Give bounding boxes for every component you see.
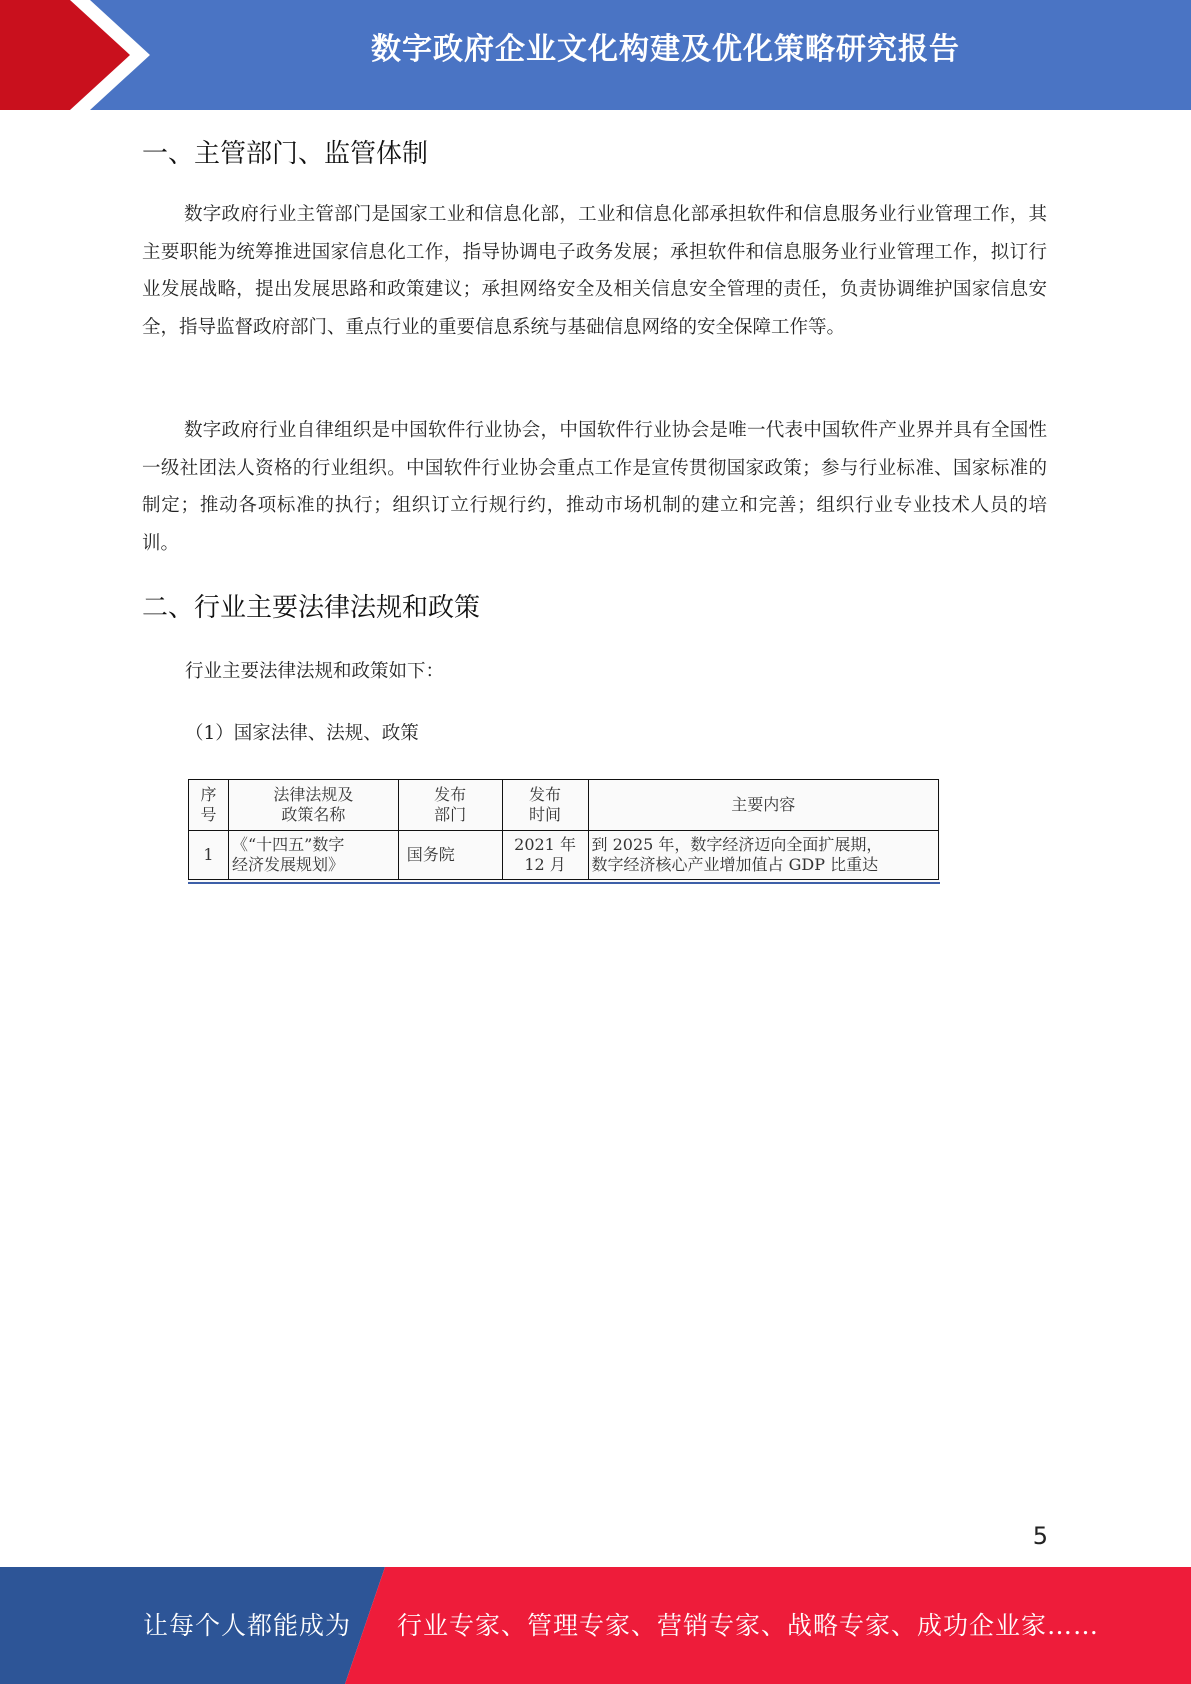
subheading-national-laws: （1）国家法律、法规、政策 (185, 723, 419, 744)
intro-text: 行业主要法律法规和政策如下： (185, 661, 445, 682)
cell-policy-name: 《“十四五”数字 经济发展规划》 (228, 831, 398, 880)
cell-date: 2021 年 12 月 (502, 831, 588, 880)
header-cell-no: 序 号 (189, 780, 229, 831)
header-cell-date: 发布 时间 (502, 780, 588, 831)
footer-slogan-left: 让每个人都能成为 (143, 1611, 352, 1640)
paragraph-2: 数字政府行业自律组织是中国软件行业协会，中国软件行业协会是唯一代表中国软件产业界并具有全国性一级社团法人资格的行业组织。中国软件行业协会重点工作是宣传贯彻国家政策；参与行业标准、国家标准的制定；推动各项标准的执行；组织订立行规行约，推动市场机制的建立和完善；组织行业专业技术人员的培训。 (142, 420, 1047, 554)
policy-table (188, 779, 939, 880)
section-heading-2: 二、行业主要法律法规和政策 (142, 593, 481, 623)
page-number: 5 (1032, 1522, 1048, 1550)
footer-slogan-right: 行业专家、管理专家、营销专家、战略专家、成功企业家…… (397, 1611, 1100, 1640)
header-cell-dept: 发布 部门 (398, 780, 502, 831)
cell-dept: 国务院 (398, 831, 502, 880)
paragraph-1: 数字政府行业主管部门是国家工业和信息化部，工业和信息化部承担软件和信息服务业行业管理工作，其主要职能为统筹推进国家信息化工作，指导协调电子政务发展；承担软件和信息服务业行业管理工作，拟订行业发展战略，提出发展思路和政策建议；承担网络安全及相关信息安全管理的责任，负责协调维护国家信息安全，指导监督政府部门、重点行业的重要信息系统与基础信息网络的安全保障工作等。 (142, 204, 1047, 338)
footer-band (0, 1567, 1191, 1684)
policy-table-image (188, 779, 940, 884)
section-heading-1: 一、主管部门、监管体制 (142, 139, 429, 169)
header-cell-content: 主要内容 (588, 780, 938, 831)
table-header-row (189, 780, 939, 831)
table-row (189, 831, 939, 880)
cell-content: 到 2025 年，数字经济迈向全面扩展期， 数字经济核心产业增加值占 GDP 比重达 (588, 831, 938, 880)
header-band (0, 0, 1191, 110)
cell-no: 1 (189, 831, 229, 880)
report-title: 数字政府企业文化构建及优化策略研究报告 (371, 32, 960, 67)
header-cell-name: 法律法规及 政策名称 (228, 780, 398, 831)
